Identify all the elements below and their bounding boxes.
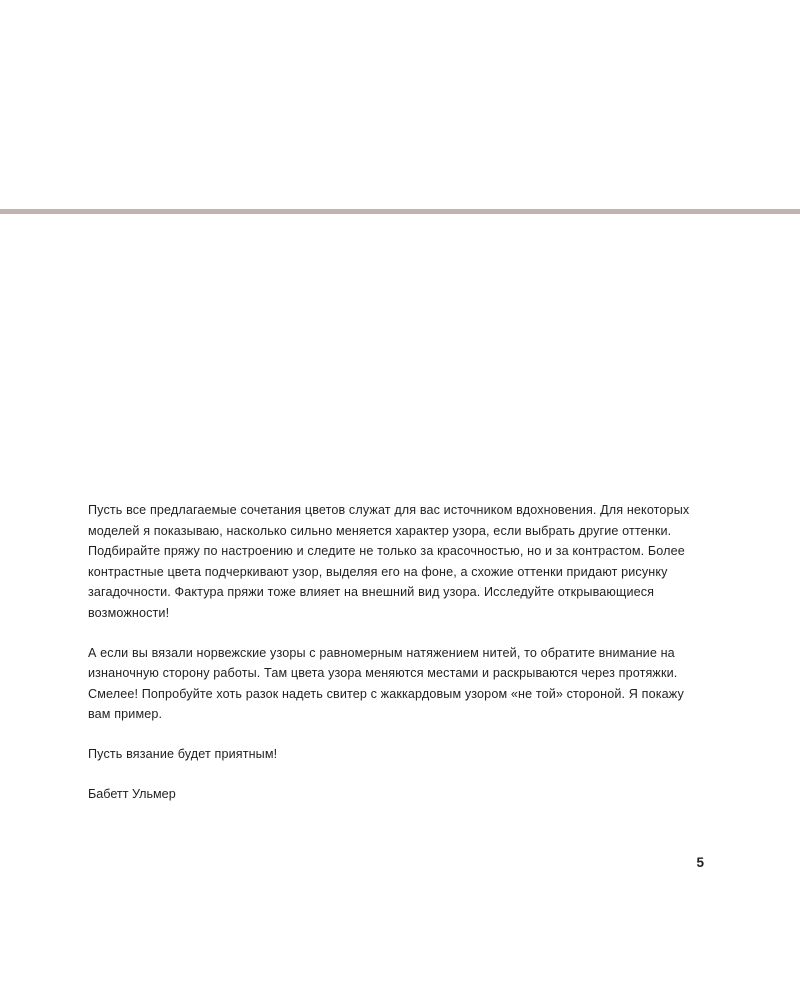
header-divider-rule — [0, 209, 800, 214]
author-signature: Бабетт Ульмер — [88, 786, 176, 801]
paragraph-1: Пусть все предлагаемые сочетания цветов служат для вас источником вдохновения. Для некоторых моделей я показываю, насколько сильно меняется характер узора, если выбрать другие оттенки. Подбирайте пряжу по настроению и следите не только за красочностью, но и за контрастом. Более контрастные цвета подчеркивают узор, выделяя его на фоне, а схожие оттенки придают рисунку загадочности. Фактура пряжи тоже влияет на внешний вид узора. Исследуйте открывающиеся возможности! — [88, 503, 690, 620]
paragraph-2: А если вы вязали норвежские узоры с равномерным натяжением нитей, то обратите внимание на изнаночную сторону работы. Там цвета узора меняются местами и раскрываются через протяжки. Смелее! Попробуйте хоть разок надеть свитер с жаккардовым узором «не той» стороной. Я покажу вам пример. — [88, 645, 684, 722]
paragraph-3: Пусть вязание будет приятным! — [88, 746, 278, 761]
page-number: 5 — [696, 855, 704, 870]
body-text-block — [88, 500, 708, 804]
